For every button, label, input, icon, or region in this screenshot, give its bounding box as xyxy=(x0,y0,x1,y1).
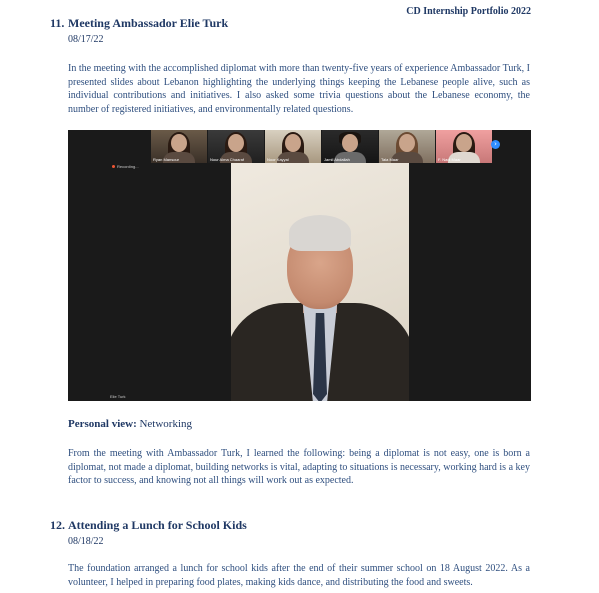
section-12-title xyxy=(50,518,247,533)
zoom-screenshot xyxy=(68,130,531,401)
section-11-paragraph-2: From the meeting with Ambassador Turk, I learned the following: being a diplomat is not easy, one is born a diplomat, not made a diplomat, building networks is vital, adapting to situations is necessary, working hard is a key factor to success, and knowing not all things will work out as expected. xyxy=(68,448,530,486)
section-11-date: 08/17/22 xyxy=(68,34,104,45)
participant-name: Tala Maar xyxy=(381,157,399,162)
personal-view-value: Networking xyxy=(139,418,193,430)
personal-view xyxy=(68,418,192,430)
section-11-title xyxy=(50,16,228,31)
section-12-paragraph: The foundation arranged a lunch for school kids after the end of their summer school on 18 August 2022. As a volunteer, I helped in preparing food plates, making kids dance, and distributing the food and sweets. xyxy=(68,563,530,588)
section-number: 12. xyxy=(50,518,65,532)
section-title-text: Attending a Lunch for School Kids xyxy=(68,518,247,532)
participant-thumbnail xyxy=(265,130,321,163)
section-11-paragraph: In the meeting with the accomplished diplomat with more than twenty-five years of experience Ambassador Turk, I presented slides about Lebanon highlighting the underlying things keeping the Lebanese people alive, such as individual contributions and initiatives. I also asked some trivia questions about the Lebanese economy, the number of registered initiatives, and environmentally related questions. xyxy=(68,63,530,115)
participant-thumbnail xyxy=(151,130,207,163)
section-number: 11. xyxy=(50,16,65,30)
participant-name: Nour Alma Chaaraf xyxy=(210,157,245,162)
participant-name: Jamil Abdallah xyxy=(324,157,350,162)
chevron-right-icon[interactable]: › xyxy=(491,140,500,149)
section-title-text: Meeting Ambassador Elie Turk xyxy=(68,16,229,30)
speaker-name: Elie Turk xyxy=(110,394,126,399)
portfolio-header: CD Internship Portfolio 2022 xyxy=(406,6,531,17)
participant-strip xyxy=(151,130,493,163)
active-speaker-video xyxy=(231,163,409,401)
participant-name: Noor Kayyal xyxy=(267,157,289,162)
participant-thumbnail xyxy=(436,130,492,163)
section-12-date: 08/18/22 xyxy=(68,536,104,547)
recording-indicator: Recording... xyxy=(112,164,139,169)
personal-view-label: Personal view: xyxy=(68,418,137,430)
participant-name: Ryan Mansour xyxy=(153,157,180,162)
participant-name: F. Nadi Maar xyxy=(438,157,461,162)
participant-thumbnail xyxy=(322,130,378,163)
participant-thumbnail xyxy=(208,130,264,163)
participant-thumbnail xyxy=(379,130,435,163)
